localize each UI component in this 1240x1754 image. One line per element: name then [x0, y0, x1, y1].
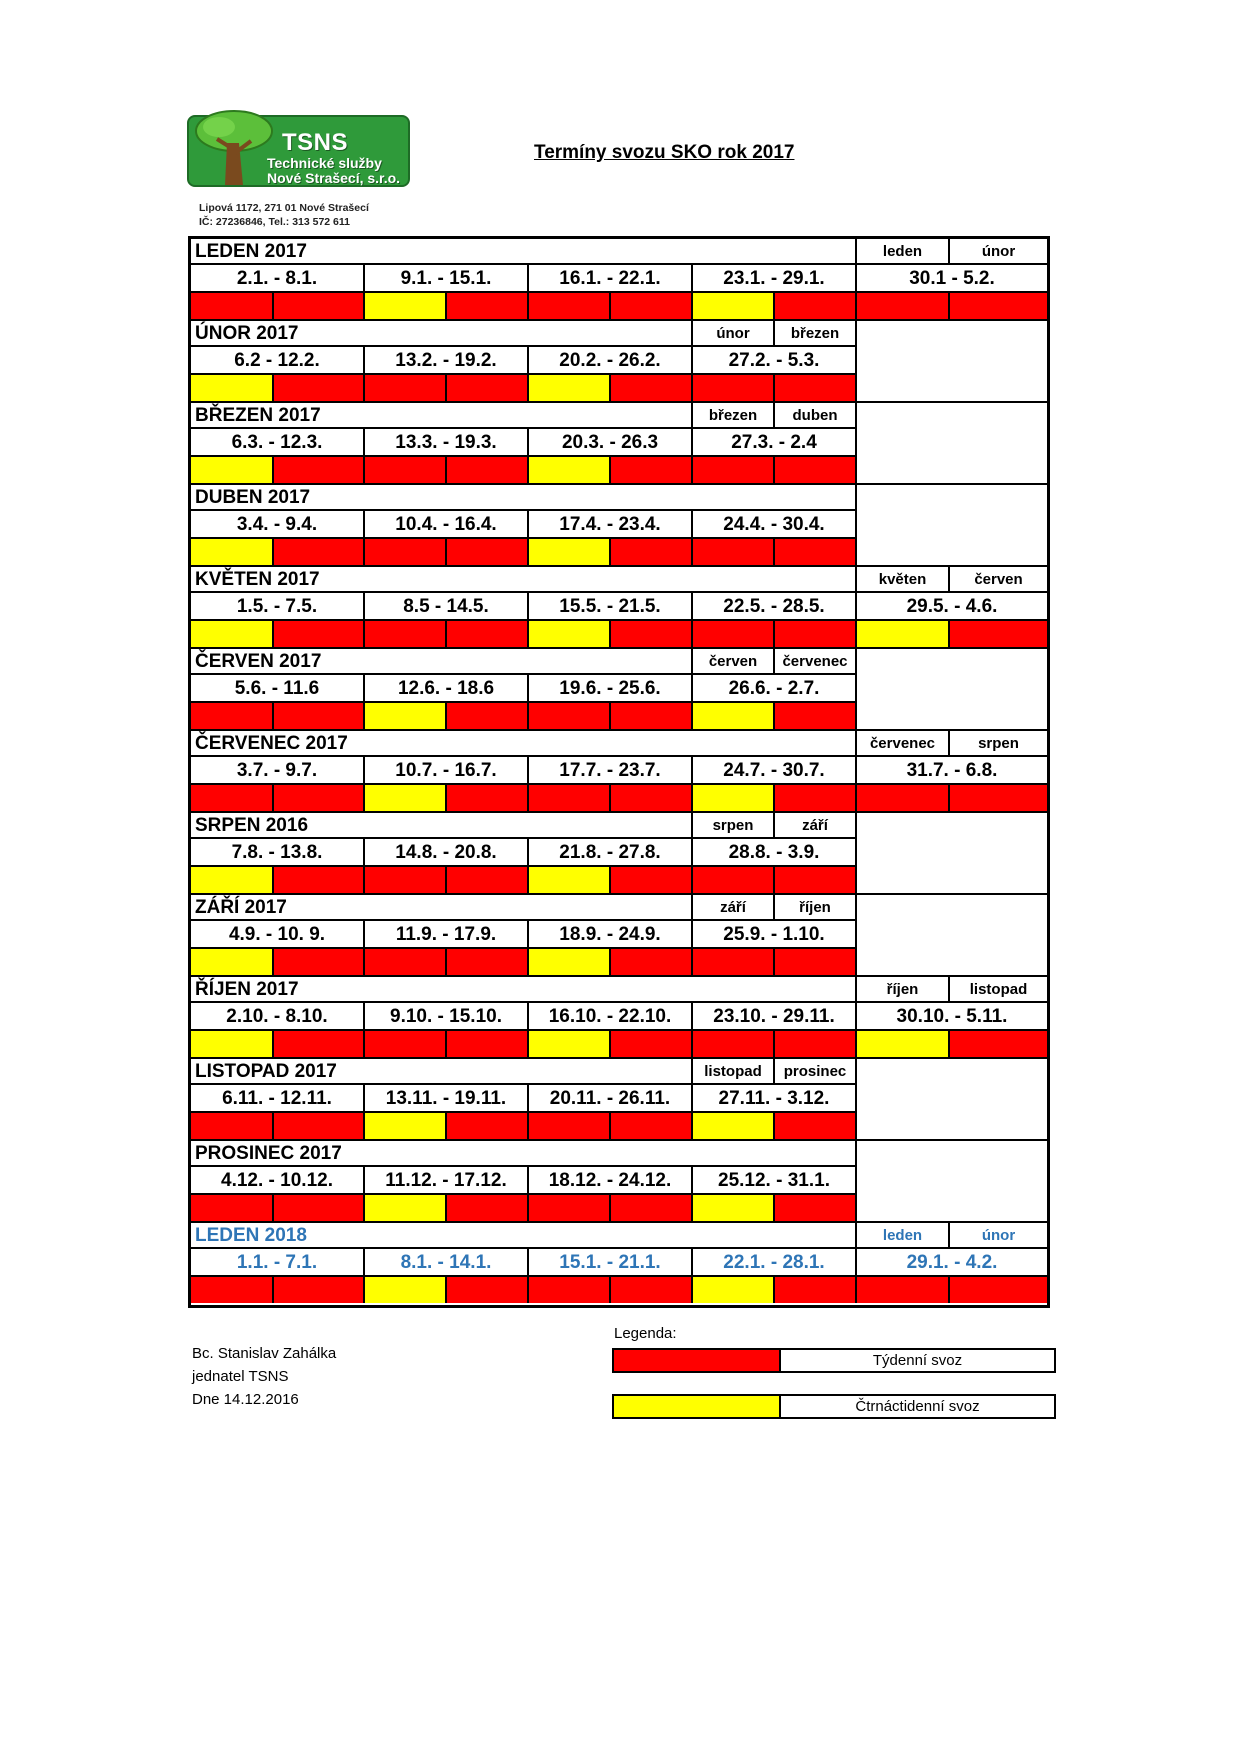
- week-range: 1.1. - 7.1.: [191, 1249, 363, 1277]
- week-range: 25.9. - 1.10.: [691, 921, 855, 949]
- legend-weekly-label: Týdenní svoz: [872, 1352, 963, 1369]
- legend-biweekly: [612, 1394, 1056, 1419]
- weekly-pickup-bar: [363, 457, 445, 483]
- weekly-pickup-bar: [609, 1277, 691, 1303]
- row-end-line: [855, 649, 857, 729]
- weekly-pickup-bar: [609, 457, 691, 483]
- biweekly-pickup-bar: [363, 1113, 445, 1139]
- signature-role: jednatel TSNS: [192, 1368, 289, 1385]
- month-block: [191, 239, 1047, 321]
- weekly-pickup-bar: [191, 1277, 272, 1303]
- logo-line-1: Technické služby: [267, 155, 382, 171]
- weekly-pickup-bar: [948, 293, 1047, 319]
- biweekly-pickup-bar: [191, 949, 272, 975]
- biweekly-pickup-bar: [363, 1277, 445, 1303]
- month-span-label: květen: [855, 567, 948, 593]
- week-range: 14.8. - 20.8.: [363, 839, 527, 867]
- week-range: 28.8. - 3.9.: [691, 839, 855, 867]
- biweekly-pickup-bar: [527, 375, 609, 401]
- weekly-pickup-bar: [609, 949, 691, 975]
- biweekly-pickup-bar: [855, 1031, 948, 1057]
- week-range: 3.4. - 9.4.: [191, 511, 363, 539]
- weekly-pickup-bar: [948, 1277, 1047, 1303]
- legend-biweekly-swatch: [614, 1396, 781, 1417]
- week-range: 27.11. - 3.12.: [691, 1085, 855, 1113]
- weekly-pickup-bar: [272, 539, 363, 565]
- weekly-pickup-bar: [609, 867, 691, 893]
- week-range: 5.6. - 11.6: [191, 675, 363, 703]
- week-range: 1.5. - 7.5.: [191, 593, 363, 621]
- weekly-pickup-bar: [272, 293, 363, 319]
- month-header: LEDEN 2017: [191, 239, 691, 265]
- header-filler: [691, 239, 855, 265]
- month-span-label: březen: [773, 321, 855, 347]
- biweekly-pickup-bar: [527, 457, 609, 483]
- week-range: 13.3. - 19.3.: [363, 429, 527, 457]
- signature-date: Dne 14.12.2016: [192, 1391, 299, 1408]
- weekly-pickup-bar: [773, 621, 855, 647]
- month-span-label: říjen: [855, 977, 948, 1003]
- week-range: 27.2. - 5.3.: [691, 347, 855, 375]
- week-range: 24.4. - 30.4.: [691, 511, 855, 539]
- month-header: LEDEN 2018: [191, 1223, 691, 1249]
- header-filler: [691, 977, 855, 1003]
- logo-line-2: Nové Strašecí, s.r.o.: [267, 170, 401, 186]
- weekly-pickup-bar: [445, 867, 527, 893]
- week-range: 8.5 - 14.5.: [363, 593, 527, 621]
- weekly-pickup-bar: [609, 1195, 691, 1221]
- month-span-label: srpen: [948, 731, 1047, 757]
- weekly-pickup-bar: [773, 1031, 855, 1057]
- schedule-table: [188, 236, 1050, 1308]
- weekly-pickup-bar: [691, 539, 773, 565]
- weekly-pickup-bar: [948, 785, 1047, 811]
- week-range: 19.6. - 25.6.: [527, 675, 691, 703]
- month-block: [191, 1141, 1047, 1223]
- weekly-pickup-bar: [272, 457, 363, 483]
- biweekly-pickup-bar: [191, 457, 272, 483]
- weekly-pickup-bar: [272, 1113, 363, 1139]
- week-range: 24.7. - 30.7.: [691, 757, 855, 785]
- biweekly-pickup-bar: [363, 785, 445, 811]
- week-range: 8.1. - 14.1.: [363, 1249, 527, 1277]
- month-span-label: říjen: [773, 895, 855, 921]
- weekly-pickup-bar: [773, 539, 855, 565]
- month-span-label: leden: [855, 1223, 948, 1249]
- week-range: 31.7. - 6.8.: [855, 757, 1047, 785]
- row-end-line: [855, 321, 857, 401]
- month-span-label: červen: [948, 567, 1047, 593]
- weekly-pickup-bar: [272, 703, 363, 729]
- legend-biweekly-label: Čtrnáctidenní svoz: [855, 1398, 980, 1415]
- month-header: ÚNOR 2017: [191, 321, 691, 347]
- month-span-label: leden: [855, 239, 948, 265]
- weekly-pickup-bar: [773, 375, 855, 401]
- weekly-pickup-bar: [855, 293, 948, 319]
- biweekly-pickup-bar: [691, 1277, 773, 1303]
- weekly-pickup-bar: [445, 1277, 527, 1303]
- biweekly-pickup-bar: [527, 1031, 609, 1057]
- biweekly-pickup-bar: [191, 621, 272, 647]
- weekly-pickup-bar: [363, 621, 445, 647]
- biweekly-pickup-bar: [691, 293, 773, 319]
- weekly-pickup-bar: [609, 539, 691, 565]
- week-range: 29.5. - 4.6.: [855, 593, 1047, 621]
- week-range: 22.5. - 28.5.: [691, 593, 855, 621]
- week-range: 21.8. - 27.8.: [527, 839, 691, 867]
- month-block: [191, 813, 1047, 895]
- weekly-pickup-bar: [272, 867, 363, 893]
- weekly-pickup-bar: [527, 293, 609, 319]
- weekly-pickup-bar: [363, 539, 445, 565]
- header-filler: [691, 731, 855, 757]
- weekly-pickup-bar: [609, 1031, 691, 1057]
- week-range: 30.1 - 5.2.: [855, 265, 1047, 293]
- month-span-label: únor: [948, 1223, 1047, 1249]
- week-range: 30.10. - 5.11.: [855, 1003, 1047, 1031]
- month-block: [191, 485, 1047, 567]
- month-header: KVĚTEN 2017: [191, 567, 691, 593]
- month-span-label: září: [691, 895, 773, 921]
- month-span-label: červenec: [855, 731, 948, 757]
- month-block: [191, 1059, 1047, 1141]
- weekly-pickup-bar: [191, 1195, 272, 1221]
- week-range: 20.2. - 26.2.: [527, 347, 691, 375]
- month-span-label: listopad: [691, 1059, 773, 1085]
- weekly-pickup-bar: [691, 1031, 773, 1057]
- week-range: 9.1. - 15.1.: [363, 265, 527, 293]
- week-range: 4.9. - 10. 9.: [191, 921, 363, 949]
- week-range: 26.6. - 2.7.: [691, 675, 855, 703]
- header-filler: [691, 1223, 855, 1249]
- month-block: [191, 895, 1047, 977]
- month-header: LISTOPAD 2017: [191, 1059, 691, 1085]
- weekly-pickup-bar: [527, 1113, 609, 1139]
- week-range: 13.11. - 19.11.: [363, 1085, 527, 1113]
- biweekly-pickup-bar: [691, 703, 773, 729]
- month-span-label: listopad: [948, 977, 1047, 1003]
- weekly-pickup-bar: [272, 785, 363, 811]
- week-range: 20.3. - 26.3: [527, 429, 691, 457]
- weekly-pickup-bar: [445, 621, 527, 647]
- biweekly-pickup-bar: [363, 293, 445, 319]
- weekly-pickup-bar: [191, 293, 272, 319]
- week-range: 11.9. - 17.9.: [363, 921, 527, 949]
- month-block: [191, 649, 1047, 731]
- month-span-label: duben: [773, 403, 855, 429]
- week-range: 17.4. - 23.4.: [527, 511, 691, 539]
- weekly-pickup-bar: [527, 1195, 609, 1221]
- biweekly-pickup-bar: [527, 621, 609, 647]
- row-end-line: [855, 813, 857, 893]
- weekly-pickup-bar: [948, 1031, 1047, 1057]
- weekly-pickup-bar: [527, 785, 609, 811]
- week-range: 20.11. - 26.11.: [527, 1085, 691, 1113]
- week-range: 17.7. - 23.7.: [527, 757, 691, 785]
- biweekly-pickup-bar: [855, 621, 948, 647]
- month-header: ŘÍJEN 2017: [191, 977, 691, 1003]
- weekly-pickup-bar: [445, 1031, 527, 1057]
- week-range: 18.9. - 24.9.: [527, 921, 691, 949]
- biweekly-pickup-bar: [527, 539, 609, 565]
- weekly-pickup-bar: [363, 375, 445, 401]
- week-range: 9.10. - 15.10.: [363, 1003, 527, 1031]
- month-block: [191, 567, 1047, 649]
- row-end-line: [855, 895, 857, 975]
- month-span-label: září: [773, 813, 855, 839]
- month-span-label: červen: [691, 649, 773, 675]
- weekly-pickup-bar: [691, 457, 773, 483]
- weekly-pickup-bar: [609, 703, 691, 729]
- weekly-pickup-bar: [773, 293, 855, 319]
- month-block: [191, 403, 1047, 485]
- month-block: [191, 321, 1047, 403]
- weekly-pickup-bar: [691, 949, 773, 975]
- month-span-label: červenec: [773, 649, 855, 675]
- weekly-pickup-bar: [272, 375, 363, 401]
- weekly-pickup-bar: [445, 1195, 527, 1221]
- weekly-pickup-bar: [445, 375, 527, 401]
- weekly-pickup-bar: [948, 621, 1047, 647]
- week-range: 7.8. - 13.8.: [191, 839, 363, 867]
- weekly-pickup-bar: [191, 1113, 272, 1139]
- week-range: 29.1. - 4.2.: [855, 1249, 1047, 1277]
- week-range: 6.2 - 12.2.: [191, 347, 363, 375]
- month-header: ČERVENEC 2017: [191, 731, 691, 757]
- tree-icon: [189, 109, 279, 189]
- week-range: 10.7. - 16.7.: [363, 757, 527, 785]
- week-range: 2.1. - 8.1.: [191, 265, 363, 293]
- weekly-pickup-bar: [272, 1277, 363, 1303]
- weekly-pickup-bar: [527, 703, 609, 729]
- weekly-pickup-bar: [855, 1277, 948, 1303]
- weekly-pickup-bar: [527, 1277, 609, 1303]
- weekly-pickup-bar: [691, 867, 773, 893]
- weekly-pickup-bar: [445, 949, 527, 975]
- row-end-line: [855, 1141, 857, 1221]
- weekly-pickup-bar: [363, 867, 445, 893]
- biweekly-pickup-bar: [191, 375, 272, 401]
- row-end-line: [855, 1059, 857, 1139]
- weekly-pickup-bar: [445, 457, 527, 483]
- week-range: 25.12. - 31.1.: [691, 1167, 855, 1195]
- week-range: 22.1. - 28.1.: [691, 1249, 855, 1277]
- weekly-pickup-bar: [609, 1113, 691, 1139]
- week-range: 11.12. - 17.12.: [363, 1167, 527, 1195]
- logo-contact: IČ: 27236846, Tel.: 313 572 611: [199, 216, 350, 228]
- logo-address: Lipová 1172, 271 01 Nové Strašecí: [199, 202, 369, 214]
- weekly-pickup-bar: [691, 621, 773, 647]
- company-logo: [187, 115, 412, 233]
- weekly-pickup-bar: [773, 1113, 855, 1139]
- weekly-pickup-bar: [445, 703, 527, 729]
- biweekly-pickup-bar: [191, 867, 272, 893]
- legend-weekly-swatch: [614, 1350, 781, 1371]
- weekly-pickup-bar: [445, 539, 527, 565]
- month-span-label: srpen: [691, 813, 773, 839]
- month-span-label: únor: [948, 239, 1047, 265]
- logo-name: TSNS: [282, 129, 349, 156]
- document-title: Termíny svozu SKO rok 2017: [534, 142, 795, 163]
- biweekly-pickup-bar: [191, 539, 272, 565]
- week-range: 23.1. - 29.1.: [691, 265, 855, 293]
- weekly-pickup-bar: [609, 293, 691, 319]
- weekly-pickup-bar: [609, 375, 691, 401]
- weekly-pickup-bar: [191, 703, 272, 729]
- week-range: 6.11. - 12.11.: [191, 1085, 363, 1113]
- month-span-label: březen: [691, 403, 773, 429]
- month-header: BŘEZEN 2017: [191, 403, 691, 429]
- weekly-pickup-bar: [445, 1113, 527, 1139]
- weekly-pickup-bar: [272, 949, 363, 975]
- weekly-pickup-bar: [609, 621, 691, 647]
- signature-name: Bc. Stanislav Zahálka: [192, 1345, 337, 1362]
- week-range: 16.1. - 22.1.: [527, 265, 691, 293]
- weekly-pickup-bar: [773, 867, 855, 893]
- week-range: 10.4. - 16.4.: [363, 511, 527, 539]
- week-range: 23.10. - 29.11.: [691, 1003, 855, 1031]
- weekly-pickup-bar: [191, 785, 272, 811]
- week-range: 3.7. - 9.7.: [191, 757, 363, 785]
- header-filler: [691, 567, 855, 593]
- weekly-pickup-bar: [272, 1031, 363, 1057]
- weekly-pickup-bar: [773, 949, 855, 975]
- row-end-line: [855, 403, 857, 483]
- weekly-pickup-bar: [363, 949, 445, 975]
- biweekly-pickup-bar: [527, 949, 609, 975]
- week-range: 18.12. - 24.12.: [527, 1167, 691, 1195]
- weekly-pickup-bar: [272, 1195, 363, 1221]
- biweekly-pickup-bar: [691, 1113, 773, 1139]
- week-range: 2.10. - 8.10.: [191, 1003, 363, 1031]
- week-range: 4.12. - 10.12.: [191, 1167, 363, 1195]
- legend-weekly: [612, 1348, 1056, 1373]
- weekly-pickup-bar: [272, 621, 363, 647]
- week-range: 16.10. - 22.10.: [527, 1003, 691, 1031]
- week-range: 6.3. - 12.3.: [191, 429, 363, 457]
- biweekly-pickup-bar: [363, 1195, 445, 1221]
- month-header: DUBEN 2017: [191, 485, 855, 511]
- week-range: 13.2. - 19.2.: [363, 347, 527, 375]
- month-header: SRPEN 2016: [191, 813, 691, 839]
- month-span-label: prosinec: [773, 1059, 855, 1085]
- weekly-pickup-bar: [363, 1031, 445, 1057]
- weekly-pickup-bar: [773, 703, 855, 729]
- week-range: 15.5. - 21.5.: [527, 593, 691, 621]
- legend-title: Legenda:: [614, 1325, 677, 1342]
- week-range: 15.1. - 21.1.: [527, 1249, 691, 1277]
- biweekly-pickup-bar: [691, 785, 773, 811]
- weekly-pickup-bar: [773, 785, 855, 811]
- month-header: ČERVEN 2017: [191, 649, 691, 675]
- biweekly-pickup-bar: [363, 703, 445, 729]
- month-header: ZÁŘÍ 2017: [191, 895, 691, 921]
- weekly-pickup-bar: [855, 785, 948, 811]
- weekly-pickup-bar: [773, 1195, 855, 1221]
- week-range: 27.3. - 2.4: [691, 429, 855, 457]
- weekly-pickup-bar: [445, 293, 527, 319]
- week-range: 12.6. - 18.6: [363, 675, 527, 703]
- month-span-label: únor: [691, 321, 773, 347]
- month-header: PROSINEC 2017: [191, 1141, 855, 1167]
- biweekly-pickup-bar: [191, 1031, 272, 1057]
- biweekly-pickup-bar: [691, 1195, 773, 1221]
- weekly-pickup-bar: [691, 375, 773, 401]
- month-block: [191, 977, 1047, 1059]
- weekly-pickup-bar: [773, 457, 855, 483]
- weekly-pickup-bar: [609, 785, 691, 811]
- month-block: [191, 1223, 1047, 1305]
- weekly-pickup-bar: [445, 785, 527, 811]
- month-block: [191, 731, 1047, 813]
- weekly-pickup-bar: [773, 1277, 855, 1303]
- row-end-line: [855, 485, 857, 565]
- biweekly-pickup-bar: [527, 867, 609, 893]
